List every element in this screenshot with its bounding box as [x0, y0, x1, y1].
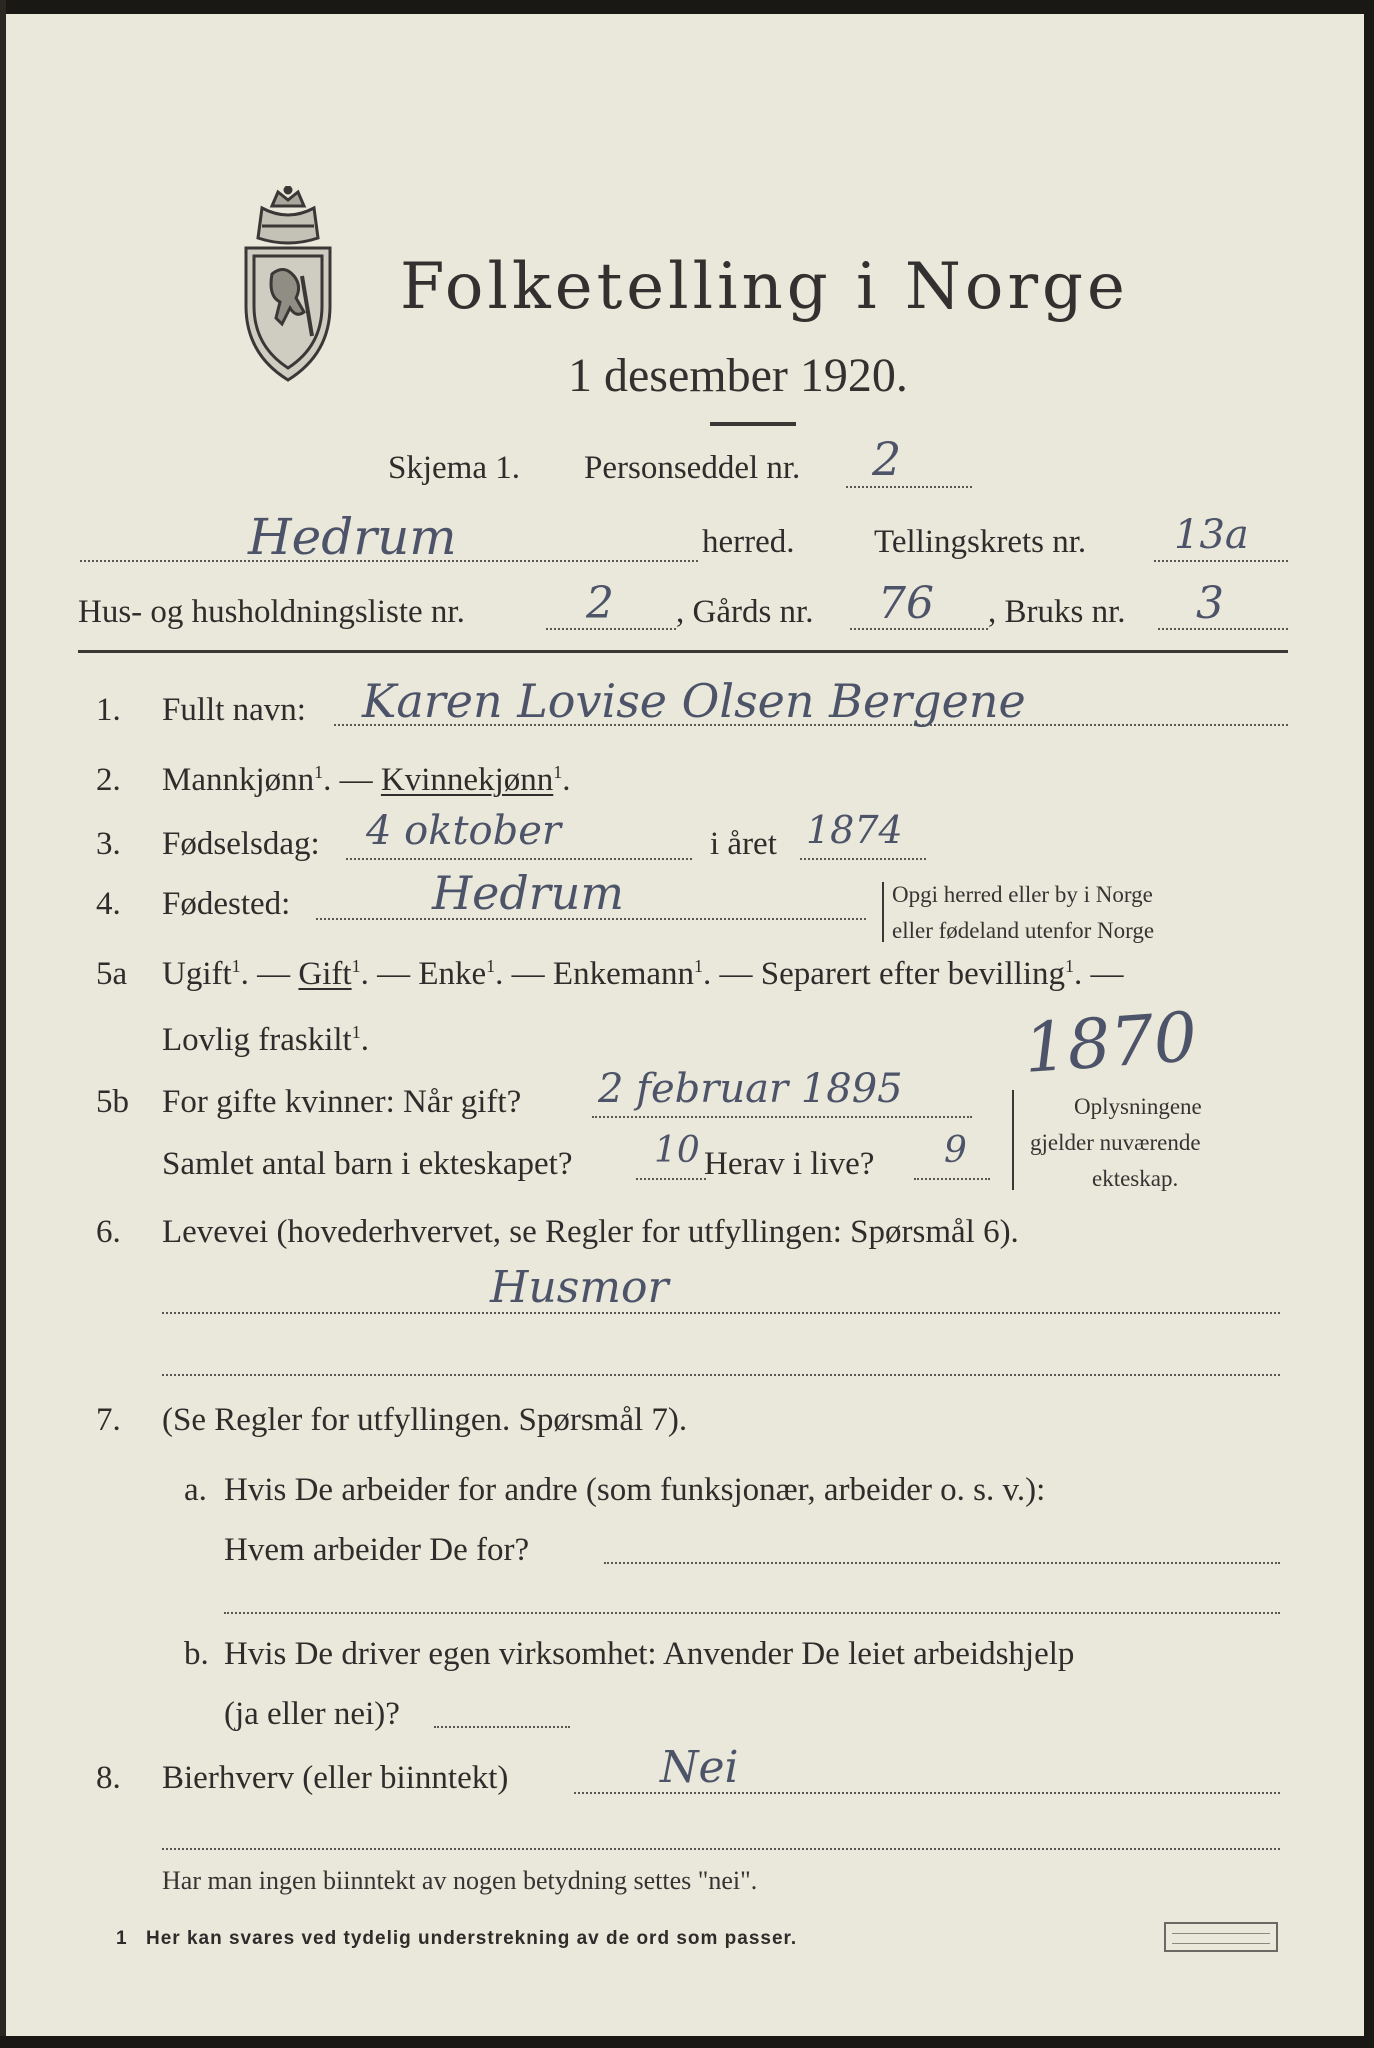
q4-note-line1: Opgi herred eller by i Norge — [892, 882, 1153, 907]
q6-line2 — [162, 1374, 1280, 1376]
q5a-enkemann-option: Enkemann — [552, 956, 695, 992]
q4-value: Hedrum — [432, 866, 625, 920]
herred-value: Hedrum — [248, 508, 457, 566]
q5b-margin-note: 1870 — [1021, 998, 1200, 1089]
q5a-enke-option: Enke — [418, 956, 487, 992]
q2-footnote-mark: 1 — [553, 762, 563, 782]
q2-options — [162, 762, 571, 799]
q6-number: 6. — [96, 1214, 121, 1250]
printer-stamp — [1164, 1922, 1278, 1952]
q5a-separator: . — — [240, 956, 299, 992]
q7a-answer-line2 — [224, 1612, 1280, 1614]
q5b-label: For gifte kvinner: Når gift? — [162, 1084, 522, 1120]
tellingskrets-label: Tellingskrets nr. — [874, 524, 1087, 560]
q4-number: 4. — [96, 886, 121, 922]
q5b-number: 5b — [96, 1084, 129, 1120]
herred-label: herred. — [702, 524, 795, 560]
q6-label: Levevei (hovederhvervet, se Regler for utfyllingen: Spørsmål 6). — [162, 1214, 1019, 1250]
q4-label: Fødested: — [162, 886, 291, 922]
q5b-line — [592, 1116, 972, 1118]
q7b-answer-line — [434, 1726, 570, 1728]
form-title: Folketelling i Norge — [400, 250, 1129, 324]
husliste-value: 2 — [586, 578, 614, 629]
q5b-note-line2: gjelder nuværende — [1030, 1130, 1201, 1155]
q1-label: Fullt navn: — [162, 692, 306, 728]
personseddel-label: Personseddel nr. — [584, 450, 801, 486]
q5a-options-line2 — [162, 1022, 369, 1059]
q8-number: 8. — [96, 1760, 121, 1796]
husliste-label: Hus- og husholdningsliste nr. — [78, 594, 465, 630]
q8-note: Har man ingen biinntekt av nogen betydning settes "nei". — [162, 1866, 758, 1895]
q3-label: Fødselsdag: — [162, 826, 320, 862]
q5b-note-bracket — [1012, 1090, 1014, 1190]
q5b-children-label: Samlet antal barn i ekteskapet? — [162, 1146, 573, 1182]
q5a-options-line1 — [162, 956, 1123, 993]
q6-line1 — [162, 1312, 1280, 1314]
tellingskrets-value: 13a — [1174, 512, 1249, 558]
q5a-footnote-mark: 1 — [351, 1022, 361, 1042]
norwegian-coat-of-arms-icon — [232, 186, 344, 386]
q8-value: Nei — [660, 1742, 739, 1793]
gards-label: , Gårds nr. — [676, 594, 814, 630]
schema-label: Skjema 1. — [388, 450, 520, 486]
q3-value: 4 oktober — [366, 808, 562, 854]
q5a-gift-option: Gift — [298, 956, 352, 992]
q5b-alive-value: 9 — [944, 1130, 967, 1171]
tellingskrets-line — [1154, 560, 1288, 562]
q5a-footnote-mark: 1 — [694, 956, 704, 976]
q7a-answer-line — [604, 1562, 1280, 1564]
q5a-number: 5a — [96, 956, 128, 992]
census-date: 1 desember 1920. — [568, 349, 908, 402]
q5a-separator: . — — [360, 956, 419, 992]
q2-kvinnekjonn-option: Kvinnekjønn — [380, 762, 554, 798]
q3-number: 3. — [96, 826, 121, 862]
q5b-note-line1: Oplysningene — [1074, 1094, 1202, 1119]
bruks-value: 3 — [1196, 578, 1224, 629]
scan-edge-left — [0, 0, 6, 2048]
q3-line — [346, 858, 692, 860]
q7-label: (Se Regler for utfyllingen. Spørsmål 7). — [162, 1402, 688, 1438]
q5b-children-value: 10 — [654, 1130, 700, 1171]
q7b-line1: Hvis De driver egen virksomhet: Anvender De leiet arbeidshjelp — [224, 1636, 1075, 1672]
personseddel-value: 2 — [872, 432, 902, 486]
q2-footnote-mark: 1 — [314, 762, 324, 782]
q5a-footnote-mark: 1 — [351, 956, 361, 976]
q5a-footnote-mark: 1 — [486, 956, 496, 976]
q5b-children-line — [636, 1178, 706, 1180]
q5a-end: . — [360, 1022, 369, 1058]
q4-note-line2: eller fødeland utenfor Norge — [892, 918, 1155, 943]
q4-note-bracket — [882, 882, 884, 942]
scan-edge-bottom — [0, 2036, 1374, 2048]
scan-edge-top — [0, 0, 1374, 14]
q5a-separator: . — — [703, 956, 761, 992]
footnote-mark: 1 — [116, 1928, 128, 1949]
q5a-footnote-mark: 1 — [231, 956, 241, 976]
gards-value: 76 — [878, 578, 934, 629]
q3-year-label: i året — [710, 826, 777, 862]
section-divider — [78, 650, 1288, 653]
q5a-separert-option: Separert efter bevilling — [760, 956, 1065, 992]
q1-number: 1. — [96, 692, 121, 728]
scan-edge-right — [1364, 0, 1374, 2048]
q8-label: Bierhverv (eller biinntekt) — [162, 1760, 509, 1796]
q2-separator: . — — [323, 762, 381, 798]
q5a-fraskilt-option: Lovlig fraskilt — [162, 1022, 352, 1058]
q3-year-value: 1874 — [806, 808, 903, 852]
personseddel-line — [846, 486, 972, 488]
q5b-note-line3: ekteskap. — [1092, 1166, 1179, 1191]
q5b-alive-line — [914, 1178, 990, 1180]
q7b-line2: (ja eller nei)? — [224, 1696, 400, 1732]
footnote-text: Her kan svares ved tydelig understrekning av de ord som passer. — [146, 1928, 798, 1949]
q8-line2 — [162, 1848, 1280, 1850]
q5b-alive-label: Herav i live? — [704, 1146, 875, 1182]
q2-end: . — [562, 762, 571, 798]
q1-value: Karen Lovise Olsen Bergene — [362, 674, 1026, 728]
q7a-line1: Hvis De arbeider for andre (som funksjonær, arbeider o. s. v.): — [224, 1472, 1046, 1508]
q5b-value: 2 februar 1895 — [598, 1066, 903, 1112]
header-divider — [710, 422, 796, 426]
q2-number: 2. — [96, 762, 121, 798]
q7a-letter: a. — [184, 1472, 207, 1508]
bruks-label: , Bruks nr. — [988, 594, 1126, 630]
q7b-letter: b. — [184, 1636, 209, 1672]
q5a-trailing-dash: . — — [1073, 956, 1124, 992]
q2-mannkjonn-option: Mannkjønn — [162, 762, 315, 798]
q5a-footnote-mark: 1 — [1064, 956, 1074, 976]
q5a-separator: . — — [495, 956, 553, 992]
q5a-ugift-option: Ugift — [162, 956, 232, 992]
q3-year-line — [800, 858, 926, 860]
q7a-line2: Hvem arbeider De for? — [224, 1532, 530, 1568]
q7-number: 7. — [96, 1402, 121, 1438]
q6-value: Husmor — [490, 1262, 669, 1313]
